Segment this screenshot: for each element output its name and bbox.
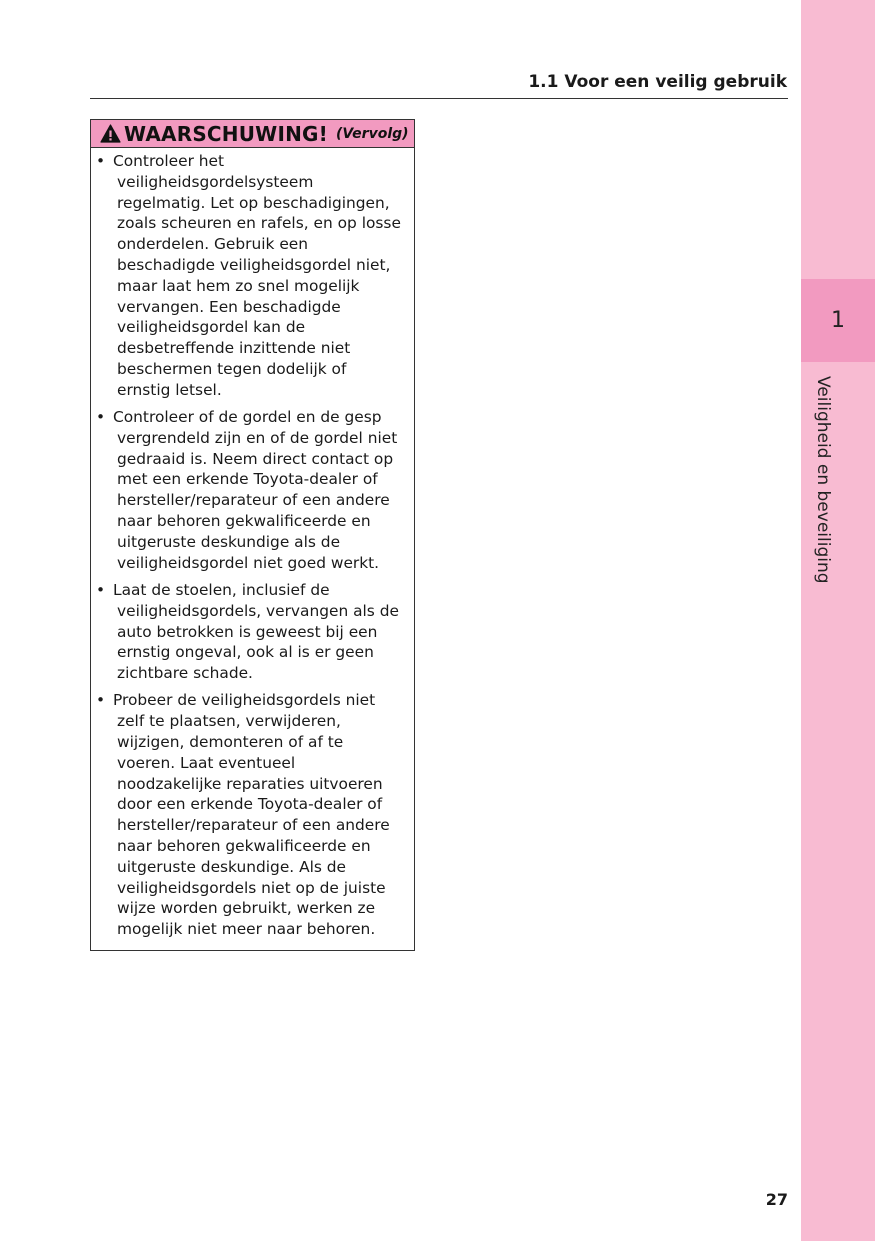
warning-header	[91, 120, 414, 148]
warning-item-line: beschermen tegen dodelijk of	[117, 359, 347, 378]
warning-item-line: vergrendeld zijn en of de gordel niet	[117, 428, 398, 447]
warning-item-line: Laat de stoelen, inclusief de	[113, 580, 330, 599]
warning-item-line: Controleer het	[113, 152, 225, 170]
section-header: 1.1 Voor een veilig gebruik	[528, 72, 787, 92]
bullet-point: •	[96, 152, 106, 170]
warning-item-line: onderdelen. Gebruik een	[117, 235, 309, 254]
warning-item-line: voeren. Laat eventueel	[117, 753, 296, 772]
warning-item-line: naar behoren gekwalificeerde en	[117, 512, 371, 531]
chapter-title: Veiligheid en beveiliging	[813, 376, 833, 584]
warning-item-line: Probeer de veiligheidsgordels niet	[113, 691, 376, 710]
warning-item-line: desbetreffende inzittende niet	[117, 339, 351, 358]
warning-item	[96, 580, 406, 684]
warning-item-line: met een erkende Toyota-dealer of	[117, 470, 378, 489]
warning-item-line: veiligheidsgordel niet goed werkt.	[117, 553, 380, 572]
warning-item-line: hersteller/reparateur of een andere	[117, 816, 390, 835]
warning-item	[96, 151, 406, 401]
warning-box	[90, 119, 415, 951]
warning-item-line: Controleer of de gordel en de gesp	[113, 408, 382, 427]
warning-item-line: beschadigde veiligheidsgordel niet,	[117, 255, 391, 274]
warning-item-line: gedraaid is. Neem direct contact op	[117, 449, 394, 468]
warning-item-line: veiligheidsgordelsysteem	[117, 172, 314, 191]
warning-item-line: ernstig ongeval, ook al is er geen	[117, 643, 374, 662]
warning-item-line: zoals scheuren en rafels, en op losse	[117, 214, 401, 233]
warning-item-line: naar behoren gekwalificeerde en	[117, 837, 371, 855]
chapter-tab[interactable]	[801, 279, 875, 362]
warning-triangle-icon	[100, 124, 121, 143]
warning-item-line: wijzigen, demonteren of af te	[117, 733, 344, 752]
chapter-number: 1	[831, 308, 845, 333]
warning-item-line: zichtbare schade.	[117, 664, 253, 683]
warning-item-line: wijze worden gebruikt, werken ze	[117, 899, 376, 918]
page-number: 27	[765, 1190, 788, 1209]
warning-item-line: hersteller/reparateur of een andere	[117, 491, 390, 510]
warning-item-line: vervangen. Een beschadigde	[117, 297, 341, 316]
warning-item-line: maar laat hem zo snel mogelijk	[117, 276, 360, 295]
warning-item-line: veiligheidsgordel kan de	[117, 318, 306, 337]
warning-item-line: uitgeruste deskundige. Als de	[117, 857, 347, 876]
bullet-point: •	[96, 408, 106, 427]
warning-item-line: auto betrokken is geweest bij een	[117, 622, 378, 641]
warning-item-line: veiligheidsgordels, vervangen als de	[117, 601, 399, 620]
warning-item-line: ernstig letsel.	[117, 380, 222, 399]
chapter-sidebar	[801, 0, 875, 1241]
warning-item-line: zelf te plaatsen, verwijderen,	[117, 712, 341, 731]
bullet-point: •	[96, 580, 106, 599]
warning-item	[96, 690, 406, 940]
warning-item-line: noodzakelijke reparaties uitvoeren	[117, 774, 383, 793]
warning-item	[96, 407, 406, 573]
warning-item-line: mogelijk niet meer naar behoren.	[117, 920, 376, 939]
warning-title: WAARSCHUWING!	[124, 121, 328, 146]
warning-item-line: regelmatig. Let op beschadigingen,	[117, 193, 390, 212]
bullet-point: •	[96, 691, 106, 710]
warning-continued: (Vervolg)	[335, 125, 409, 142]
warning-item-line: veiligheidsgordels niet op de juiste	[117, 878, 386, 897]
warning-item-line: uitgeruste deskundige als de	[117, 532, 341, 551]
warning-body	[91, 148, 414, 940]
warning-item-line: door een erkende Toyota-dealer of	[117, 795, 383, 814]
header-divider	[90, 98, 788, 99]
